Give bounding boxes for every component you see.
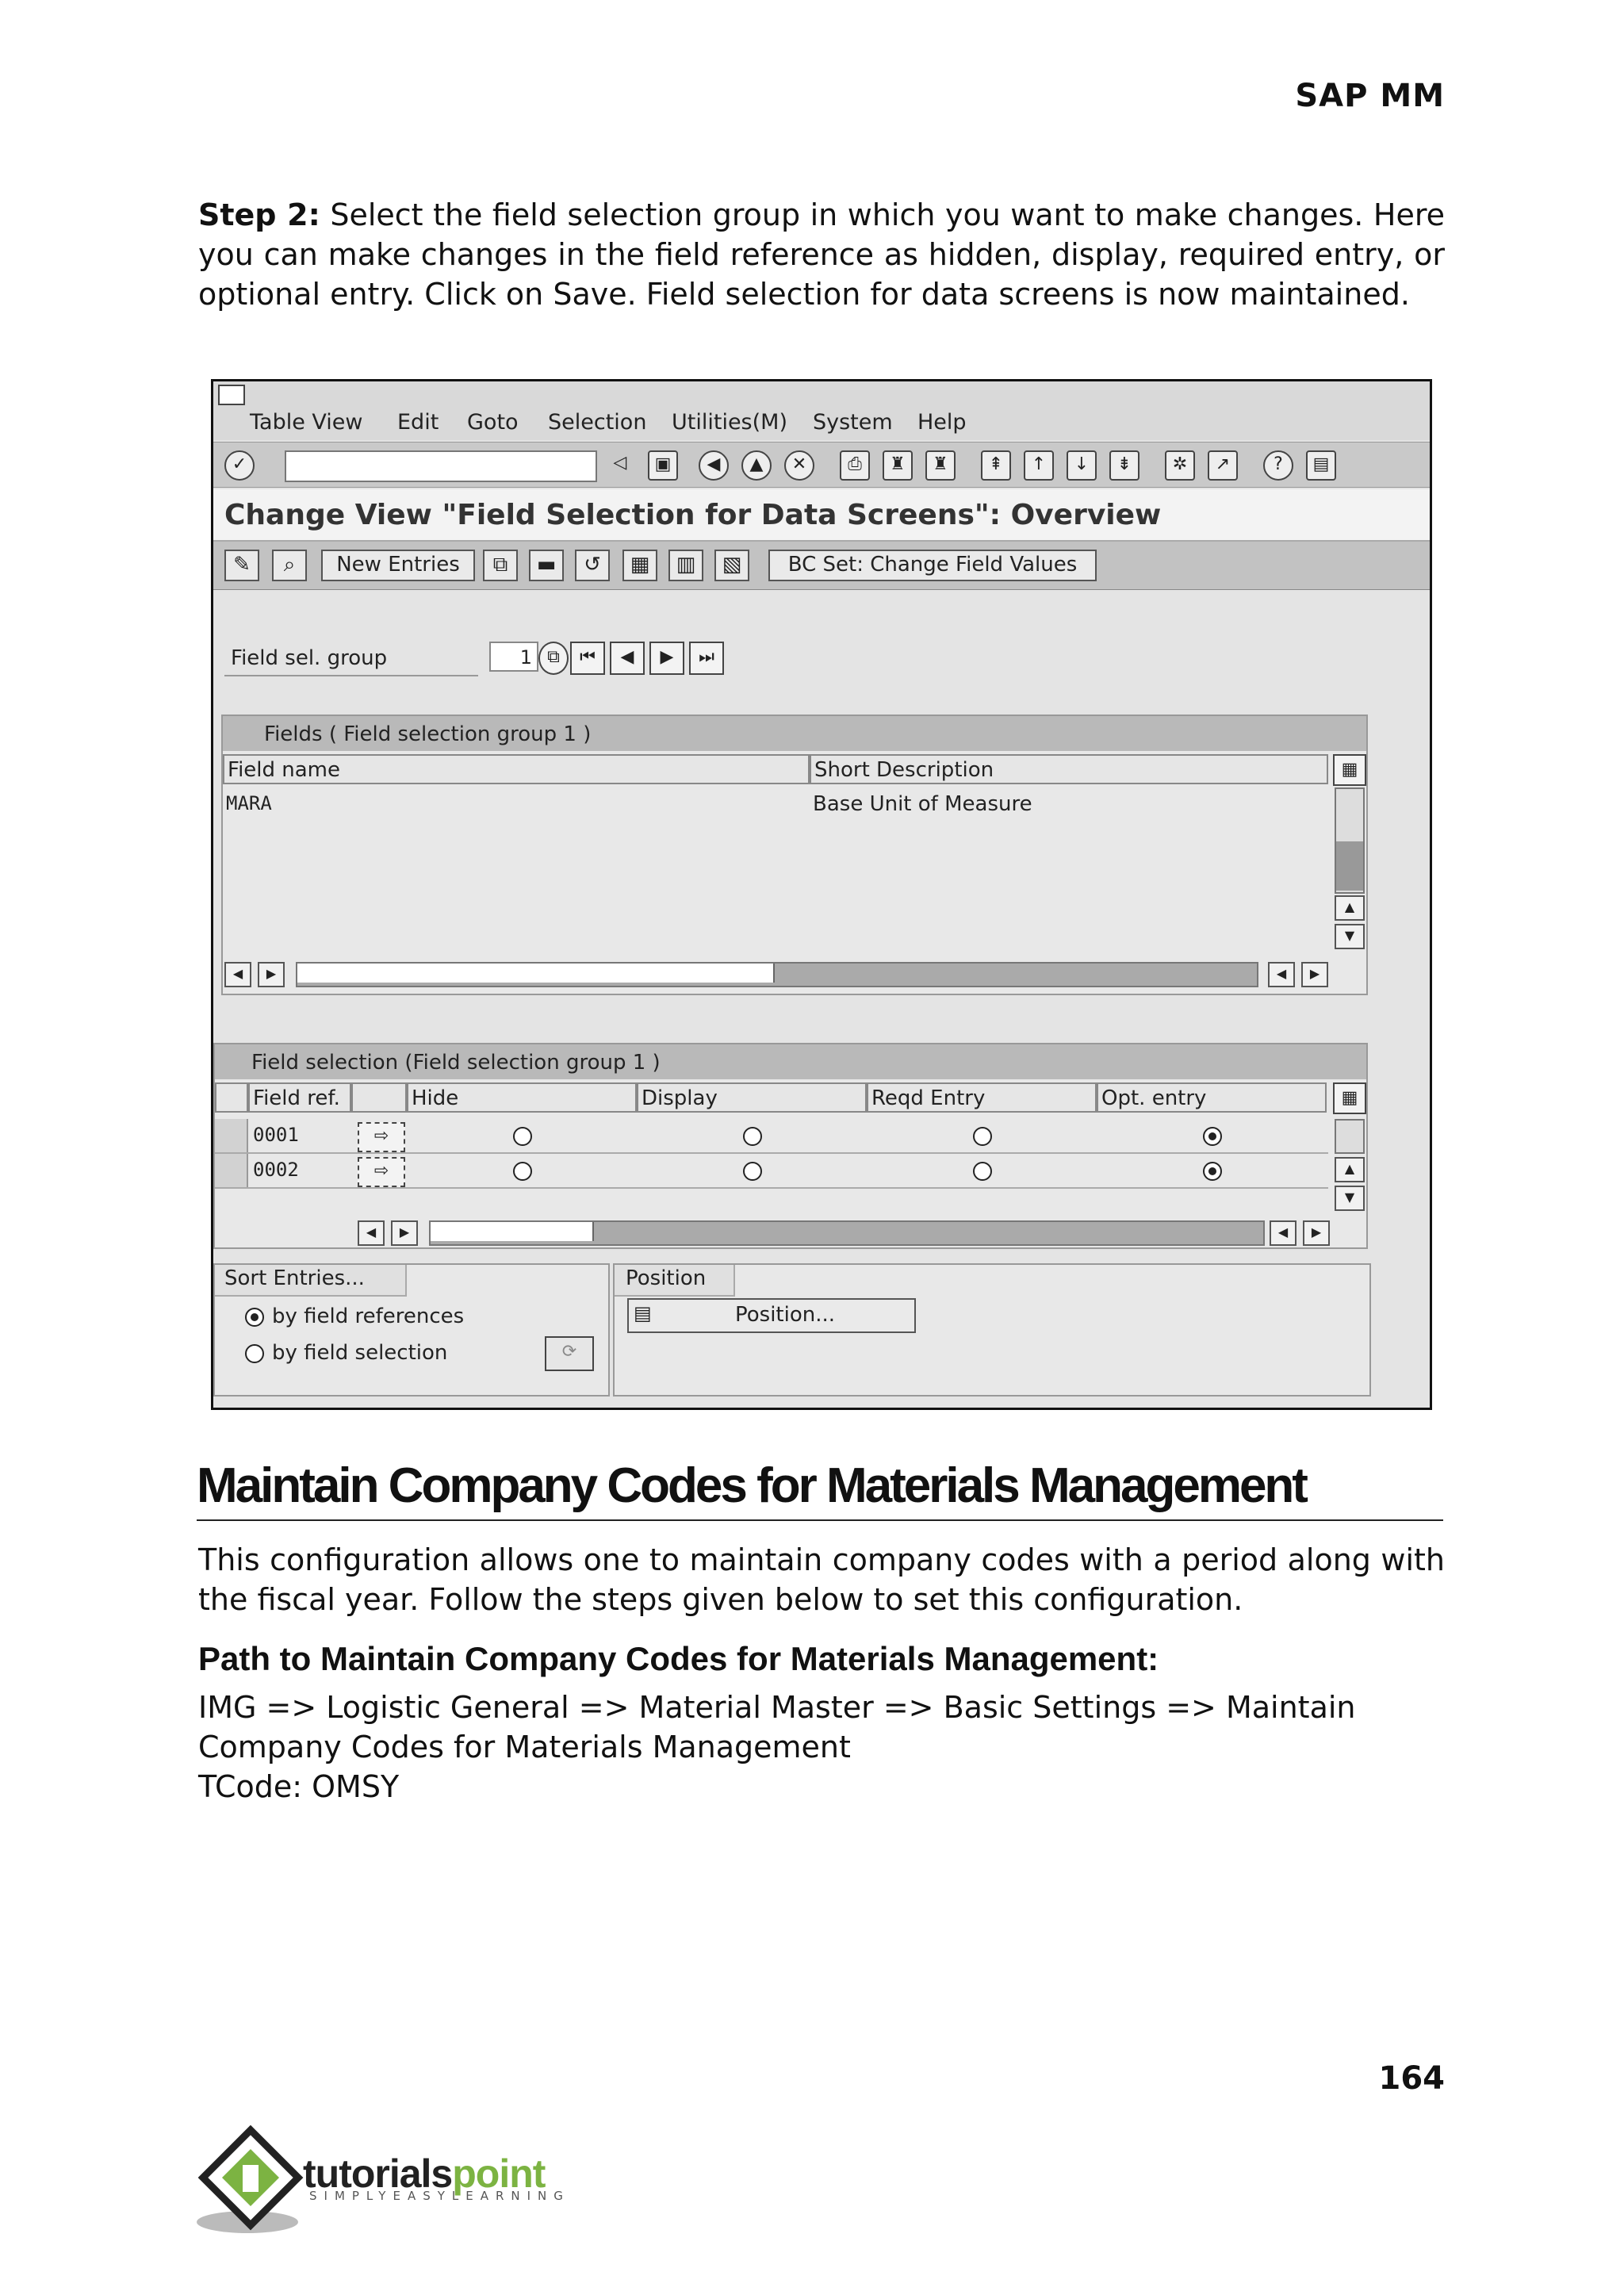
window-menu-icon[interactable]: [218, 385, 245, 405]
path-heading: Path to Maintain Company Codes for Materials Management:: [198, 1640, 1159, 1677]
position-button-label: Position...: [735, 1303, 836, 1327]
logo-tagline: SIMPLYEASYLEARNING: [309, 2189, 570, 2203]
col-field-ref[interactable]: Field ref.: [248, 1082, 351, 1113]
shortcut-icon[interactable]: ↗: [1208, 450, 1238, 481]
fields-panel-header: [223, 716, 1366, 751]
row-separator: [215, 1152, 1328, 1154]
new-entries-button[interactable]: New Entries: [321, 550, 475, 581]
heading-rule: [197, 1519, 1443, 1521]
previous-entry-icon[interactable]: ◀: [610, 642, 645, 675]
horizontal-scroll-thumb[interactable]: [297, 964, 775, 983]
table-settings-icon-2[interactable]: ▦: [1333, 1082, 1366, 1114]
scroll-up-icon[interactable]: ▲: [1335, 895, 1365, 921]
display-radio[interactable]: [743, 1162, 762, 1181]
field-selection-panel: [213, 1043, 1368, 1249]
command-field[interactable]: [285, 450, 597, 482]
cancel-icon[interactable]: ✕: [784, 450, 814, 481]
sort-entries-panel: [213, 1263, 610, 1397]
vertical-scroll-thumb[interactable]: [1336, 841, 1363, 891]
scroll-left-icon-2[interactable]: ◀: [358, 1220, 385, 1246]
path-line-1: IMG => Logistic General => Material Master => Basic Settings => Maintain: [198, 1690, 1356, 1725]
menu-bar: [213, 381, 1430, 440]
find-icon[interactable]: ♜: [883, 450, 913, 481]
sort-by-field-references-label: by field references: [272, 1305, 465, 1328]
find-next-icon[interactable]: ♜: [925, 450, 956, 481]
logo-brand-2: point: [452, 2151, 546, 2196]
print-icon[interactable]: ⎙: [840, 450, 870, 481]
label-underline: [224, 675, 478, 676]
section-intro: This configuration allows one to maintain company codes with a period along with the fiscal year. Follow the steps given below to set this configuration.: [198, 1542, 1445, 1617]
field-selection-panel-header: [215, 1044, 1366, 1079]
previous-page-icon[interactable]: ↑: [1024, 450, 1054, 481]
scroll-left-end-icon-2[interactable]: ◀: [1270, 1220, 1297, 1246]
row-short-description: Base Unit of Measure: [813, 792, 1032, 816]
display-change-icon[interactable]: ✎: [224, 550, 259, 581]
scroll-right-end-icon-2[interactable]: ▶: [1303, 1220, 1330, 1246]
col-opt-entry[interactable]: Opt. entry: [1097, 1082, 1327, 1113]
running-header: SAP MM: [1295, 78, 1445, 114]
standard-toolbar: [213, 442, 1430, 488]
bc-set-button[interactable]: BC Set: Change Field Values: [768, 550, 1097, 581]
row-separator: [215, 1187, 1328, 1189]
tcode: TCode: OMSY: [198, 1769, 400, 1804]
scroll-right-icon[interactable]: ▶: [258, 962, 285, 987]
hide-radio[interactable]: [513, 1162, 532, 1181]
select-block-icon[interactable]: ▥: [668, 550, 703, 581]
scroll-up-icon-2[interactable]: ▲: [1335, 1157, 1365, 1182]
col-reqd-entry[interactable]: Reqd Entry: [867, 1082, 1097, 1113]
hide-radio[interactable]: [513, 1127, 532, 1146]
fields-table-panel: [221, 715, 1368, 995]
copy-as-icon[interactable]: ⧉: [483, 550, 518, 581]
tutorialspoint-logo-icon: [197, 2125, 304, 2238]
sort-entries-title: Sort Entries...: [224, 1266, 365, 1290]
scroll-right-end-icon[interactable]: ▶: [1301, 962, 1328, 987]
select-all-icon[interactable]: ▦: [622, 550, 657, 581]
menu-edit[interactable]: Edit: [397, 410, 439, 435]
fields-panel-title: Fields ( Field selection group 1 ): [264, 722, 592, 746]
menu-table-view[interactable]: Table View: [250, 410, 363, 435]
enter-check-icon[interactable]: ✓: [224, 450, 255, 481]
field-ref-cell: 0001: [253, 1124, 299, 1146]
table-settings-icon[interactable]: ▦: [1333, 754, 1366, 786]
horizontal-scrollbar-2[interactable]: [429, 1220, 1265, 1246]
col-display[interactable]: Display: [637, 1082, 867, 1113]
field-selection-panel-title: Field selection (Field selection group 1 ): [251, 1051, 661, 1075]
first-entry-icon[interactable]: ⏮: [570, 642, 605, 675]
detail-arrow-icon[interactable]: ⇨: [358, 1122, 405, 1152]
step-label: Step 2:: [198, 197, 320, 232]
possible-entries-icon[interactable]: ⧉: [538, 642, 569, 675]
opt-entry-radio[interactable]: [1203, 1162, 1222, 1181]
position-button[interactable]: [627, 1298, 916, 1333]
horizontal-scroll-thumb-2[interactable]: [431, 1222, 594, 1241]
scroll-down-icon-2[interactable]: ▼: [1335, 1186, 1365, 1211]
detail-arrow-icon[interactable]: ⇨: [358, 1157, 405, 1187]
col-hide[interactable]: Hide: [407, 1082, 637, 1113]
layout-menu-icon[interactable]: ▤: [1306, 450, 1336, 481]
exit-icon[interactable]: ▲: [741, 450, 772, 481]
screen-title-bar: [213, 489, 1430, 542]
first-page-icon[interactable]: ⇞: [981, 450, 1011, 481]
row-selector[interactable]: [215, 1119, 248, 1152]
deselect-all-icon[interactable]: ▧: [714, 550, 749, 581]
undo-change-icon[interactable]: ↺: [575, 550, 610, 581]
menu-selection[interactable]: Selection: [548, 410, 647, 435]
menu-goto[interactable]: Goto: [467, 410, 519, 435]
col-short-description[interactable]: Short Description: [810, 754, 1328, 784]
menu-utilities[interactable]: Utilities(M): [672, 410, 787, 435]
reqd-entry-radio[interactable]: [973, 1127, 992, 1146]
sap-screenshot: [211, 379, 1432, 1410]
sort-tab: [215, 1265, 407, 1297]
next-page-icon[interactable]: ↓: [1067, 450, 1097, 481]
position-icon: ▤: [634, 1302, 652, 1324]
back-icon[interactable]: ◀: [699, 450, 729, 481]
row-selector[interactable]: [215, 1154, 248, 1187]
last-page-icon[interactable]: ⇟: [1109, 450, 1139, 481]
sort-by-field-selection-label: by field selection: [272, 1341, 448, 1365]
details-icon[interactable]: ⌕: [272, 550, 307, 581]
last-entry-icon[interactable]: ⏭: [689, 642, 724, 675]
row-field-name[interactable]: MARA: [226, 792, 272, 814]
position-tab: [615, 1265, 735, 1297]
scroll-down-icon[interactable]: ▼: [1335, 924, 1365, 949]
col-field-name[interactable]: Field name: [223, 754, 810, 784]
back-arrow-icon[interactable]: ◁: [613, 453, 627, 473]
create-session-icon[interactable]: ✲: [1165, 450, 1195, 481]
scroll-left-icon[interactable]: ◀: [224, 962, 251, 987]
application-toolbar: [213, 542, 1430, 590]
path-line-2: Company Codes for Materials Management: [198, 1730, 851, 1764]
sort-by-field-references-radio[interactable]: [245, 1308, 264, 1327]
page-number: 164: [1378, 2060, 1445, 2097]
step-text: Select the field selection group in which you want to make changes. Here you can make changes in the field reference as hidden, display, required entry, or optional entry. Click on Save. Field selection for data screens is now maintained.: [198, 197, 1445, 312]
scroll-left-end-icon[interactable]: ◀: [1268, 962, 1295, 987]
next-entry-icon[interactable]: ▶: [649, 642, 684, 675]
delete-icon[interactable]: ▬: [529, 550, 564, 581]
field-sel-group-label: Field sel. group: [231, 646, 388, 670]
sort-execute-icon[interactable]: ⟳: [545, 1336, 594, 1371]
section-heading: Maintain Company Codes for Materials Management: [197, 1458, 1306, 1513]
row-selector-header[interactable]: [215, 1082, 248, 1113]
screen-title: Change View "Field Selection for Data Screens": Overview: [224, 499, 1162, 531]
scroll-right-icon-2[interactable]: ▶: [391, 1220, 418, 1246]
step2-paragraph: [198, 195, 1445, 314]
position-panel: [613, 1263, 1371, 1397]
save-icon[interactable]: ▣: [648, 450, 678, 481]
vertical-scrollbar[interactable]: [1335, 787, 1365, 894]
logo-brand-1: tutorials: [303, 2151, 453, 2196]
opt-entry-radio[interactable]: [1203, 1127, 1222, 1146]
vertical-scrollbar-2[interactable]: [1335, 1119, 1365, 1154]
field-ref-cell: 0002: [253, 1159, 299, 1181]
reqd-entry-radio[interactable]: [973, 1162, 992, 1181]
horizontal-scrollbar[interactable]: [296, 962, 1258, 987]
menu-help[interactable]: Help: [917, 410, 967, 435]
col-detail: [351, 1082, 407, 1113]
display-radio[interactable]: [743, 1127, 762, 1146]
help-icon[interactable]: ?: [1263, 450, 1293, 481]
field-sel-group-input[interactable]: 1: [489, 642, 538, 672]
sort-by-field-selection-radio[interactable]: [245, 1344, 264, 1363]
position-title: Position: [626, 1266, 707, 1290]
menu-system[interactable]: System: [813, 410, 893, 435]
